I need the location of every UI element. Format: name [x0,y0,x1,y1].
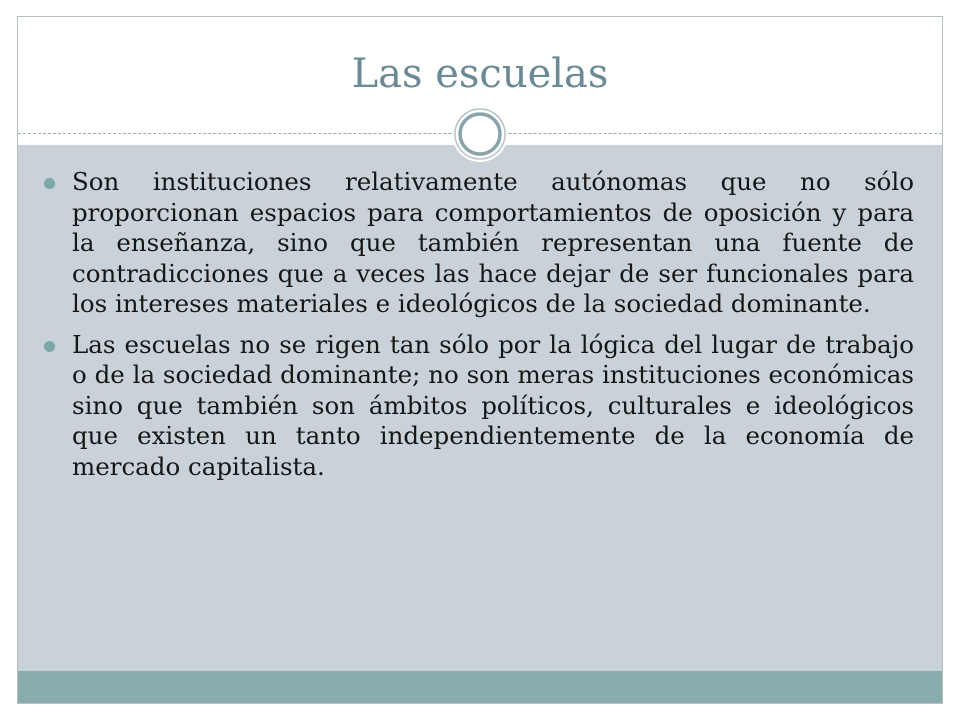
bullet-text: Las escuelas no se rigen tan sólo por la lógica del lugar de trabajo o de la sociedad dominante; no son meras instituciones económicas sino que también son ámbitos políticos, culturales e ideológicos que existen un tanto independientemente de la economía de mercado capitalista. [72,329,914,481]
bullet-text: Son instituciones relativamente autónomas que no sólo proporcionan espacios para comportamientos de oposición y para la enseñanza, sino que también representan una fuente de contradicciones que a veces las hace dejar de ser funcionales para los intereses materiales e ideológicos de la sociedad dominante. [72,167,914,318]
slide-title: Las escuelas [351,51,609,97]
bullet-item [72,167,914,320]
bullet-list [72,167,914,492]
bullet-item [72,330,914,483]
bottom-band [18,671,942,703]
ring-icon [452,106,508,162]
bullet-dot-icon [44,341,55,352]
bullet-dot-icon [44,178,55,189]
